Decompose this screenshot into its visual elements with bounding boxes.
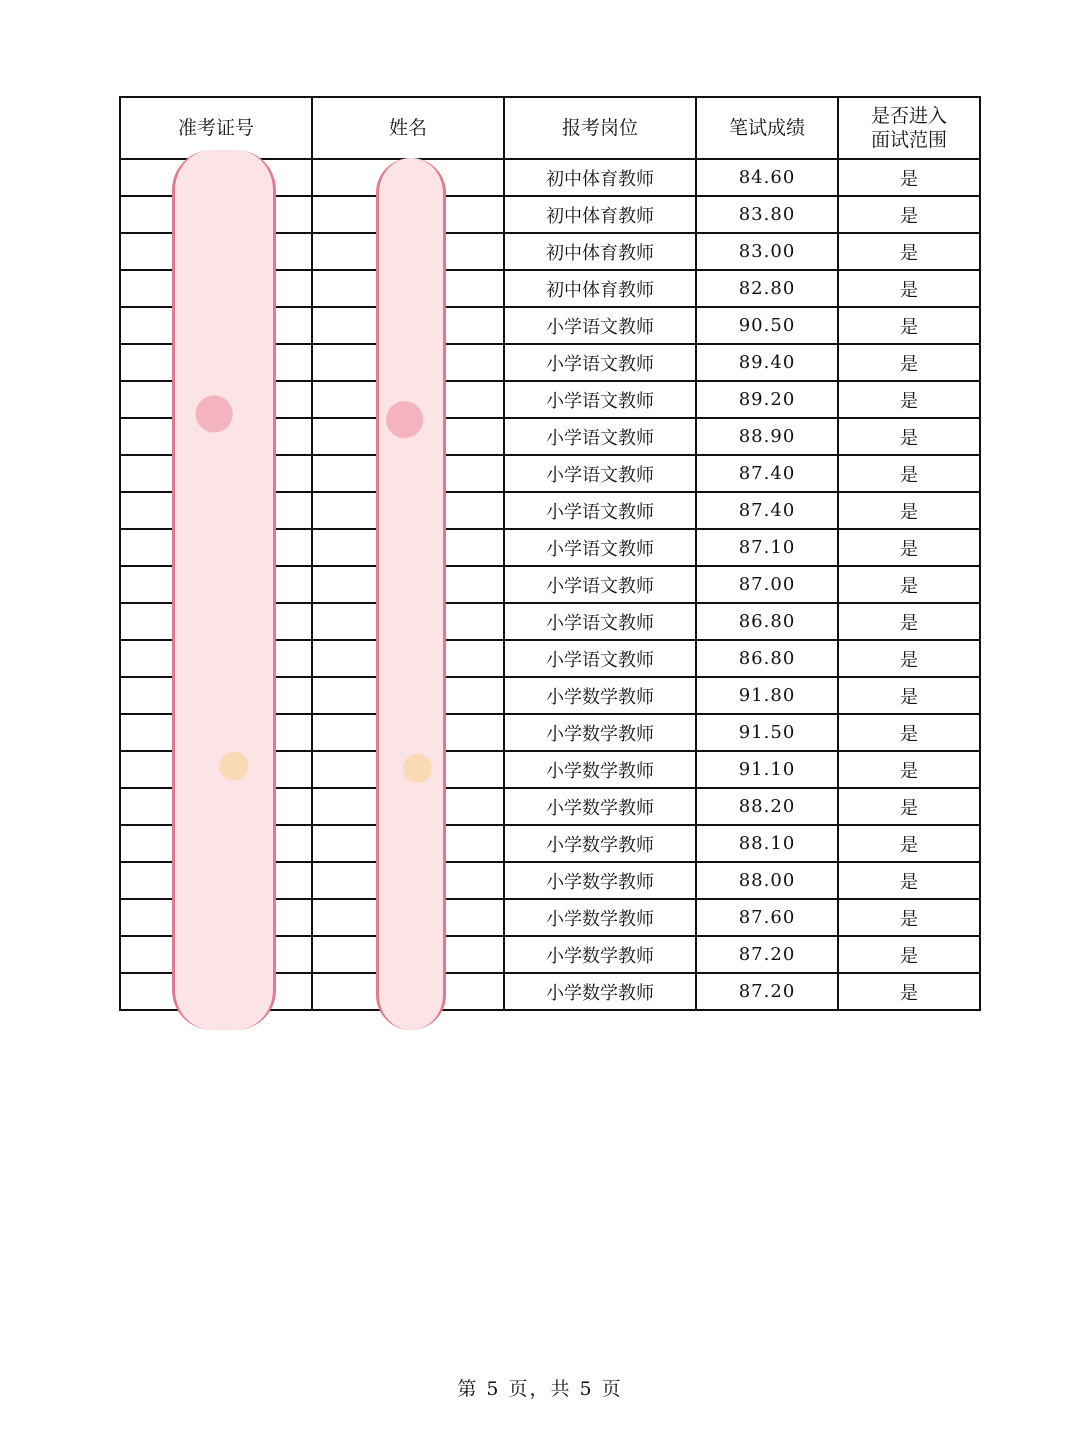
cell-post: 小学数学教师: [504, 862, 696, 899]
header-exam-id: 准考证号: [120, 97, 312, 159]
cell-score: 88.90: [696, 418, 838, 455]
cell-score: 87.40: [696, 455, 838, 492]
cell-post: 小学语文教师: [504, 455, 696, 492]
cell-post: 小学语文教师: [504, 418, 696, 455]
cell-score: 87.20: [696, 973, 838, 1010]
cell-interview: 是: [838, 973, 980, 1010]
cell-post: 小学语文教师: [504, 566, 696, 603]
cell-post: 小学数学教师: [504, 788, 696, 825]
cell-post: 小学数学教师: [504, 825, 696, 862]
cell-post: 初中体育教师: [504, 196, 696, 233]
cell-score: 83.00: [696, 233, 838, 270]
cell-interview: 是: [838, 529, 980, 566]
cell-interview: 是: [838, 603, 980, 640]
cell-post: 小学语文教师: [504, 381, 696, 418]
cell-post: 小学语文教师: [504, 492, 696, 529]
cell-score: 87.00: [696, 566, 838, 603]
cell-score: 87.20: [696, 936, 838, 973]
cell-post: 小学数学教师: [504, 677, 696, 714]
cell-post: 小学语文教师: [504, 344, 696, 381]
cell-interview: 是: [838, 677, 980, 714]
cell-post: 小学数学教师: [504, 936, 696, 973]
cell-score: 88.10: [696, 825, 838, 862]
cell-post: 小学语文教师: [504, 529, 696, 566]
cell-score: 87.10: [696, 529, 838, 566]
cell-score: 91.10: [696, 751, 838, 788]
cell-interview: 是: [838, 714, 980, 751]
cell-score: 91.80: [696, 677, 838, 714]
cell-interview: 是: [838, 196, 980, 233]
cell-score: 87.40: [696, 492, 838, 529]
header-score: 笔试成绩: [696, 97, 838, 159]
cell-interview: 是: [838, 788, 980, 825]
cell-post: 初中体育教师: [504, 233, 696, 270]
cell-interview: 是: [838, 899, 980, 936]
header-interview-line2: 面试范围: [870, 129, 947, 151]
cell-score: 84.60: [696, 159, 838, 196]
header-name: 姓名: [312, 97, 504, 159]
cell-score: 89.40: [696, 344, 838, 381]
cell-post: 小学语文教师: [504, 307, 696, 344]
page-footer: 第 5 页，共 5 页: [457, 1378, 623, 1400]
cell-score: 88.00: [696, 862, 838, 899]
cell-interview: 是: [838, 455, 980, 492]
cell-post: 小学语文教师: [504, 603, 696, 640]
header-interview: [838, 97, 980, 159]
cell-score: 86.80: [696, 640, 838, 677]
cell-score: 86.80: [696, 603, 838, 640]
cell-post: 初中体育教师: [504, 159, 696, 196]
cell-interview: 是: [838, 751, 980, 788]
cell-post: 小学数学教师: [504, 899, 696, 936]
cell-interview: 是: [838, 159, 980, 196]
cell-score: 88.20: [696, 788, 838, 825]
cell-score: 89.20: [696, 381, 838, 418]
cell-post: 小学语文教师: [504, 640, 696, 677]
cell-interview: 是: [838, 270, 980, 307]
cell-score: 91.50: [696, 714, 838, 751]
cell-interview: 是: [838, 344, 980, 381]
header-post: 报考岗位: [504, 97, 696, 159]
cell-post: 小学数学教师: [504, 714, 696, 751]
cell-post: 小学数学教师: [504, 973, 696, 1010]
cell-interview: 是: [838, 936, 980, 973]
cell-score: 82.80: [696, 270, 838, 307]
redaction-overlay-id: [172, 150, 276, 1030]
redaction-overlay-name: [376, 158, 446, 1030]
cell-score: 83.80: [696, 196, 838, 233]
cell-interview: 是: [838, 381, 980, 418]
cell-interview: 是: [838, 492, 980, 529]
cell-score: 87.60: [696, 899, 838, 936]
cell-interview: 是: [838, 418, 980, 455]
cell-interview: 是: [838, 825, 980, 862]
header-interview-line1: 是否进入: [870, 105, 947, 127]
cell-interview: 是: [838, 640, 980, 677]
cell-post: 小学数学教师: [504, 751, 696, 788]
cell-interview: 是: [838, 566, 980, 603]
table-header-row: [120, 97, 980, 159]
cell-score: 90.50: [696, 307, 838, 344]
cell-interview: 是: [838, 307, 980, 344]
cell-interview: 是: [838, 862, 980, 899]
cell-post: 初中体育教师: [504, 270, 696, 307]
cell-interview: 是: [838, 233, 980, 270]
